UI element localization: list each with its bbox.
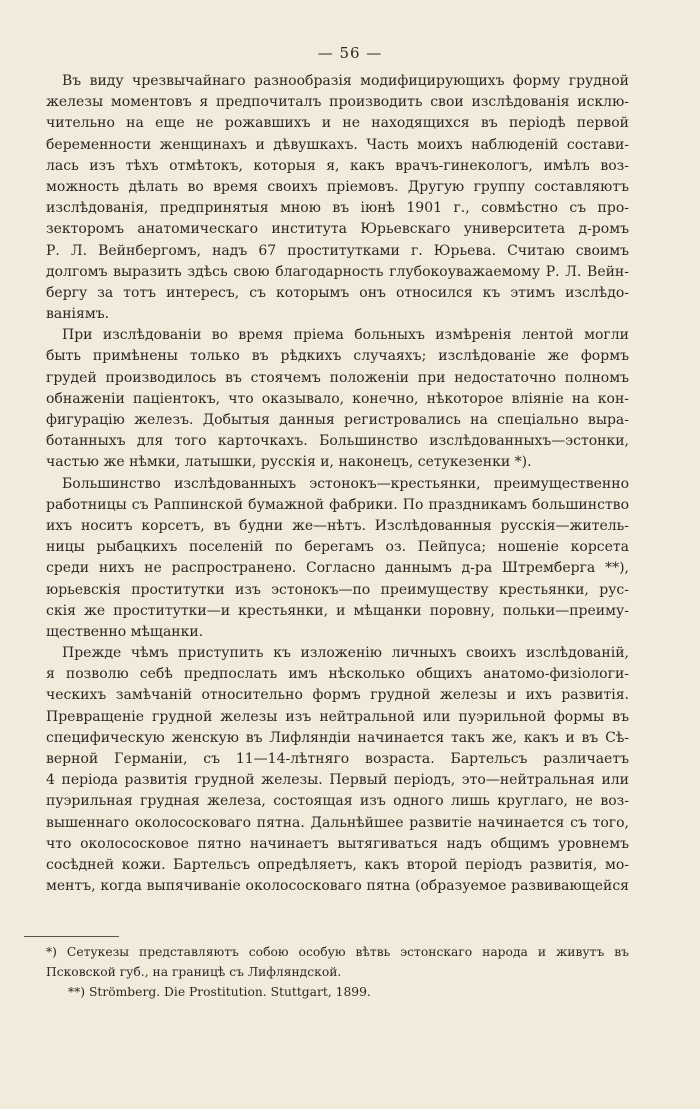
text-line: частью же нѣмки, латышки, русскія и, наконецъ, сетукезенки *).: [46, 454, 532, 471]
body-text: [46, 71, 629, 919]
text-line: быть примѣнены только въ рѣдкихъ случаяхъ; изслѣдованіе же формъ: [46, 348, 629, 365]
text-line: бергу за тотъ интересъ, съ которымъ онъ относился къ этимъ изслѣдо-: [46, 284, 629, 301]
text-line: Прежде чѣмъ приступить къ изложенію личныхъ своихъ изслѣдованій,: [62, 645, 629, 662]
text-line: я позволю себѣ предпослать имъ нѣсколько общихъ анатомо-физіологи-: [46, 666, 629, 683]
text-line: ботанныхъ для того карточкахъ. Большинство изслѣдованныхъ—эстонки,: [46, 433, 629, 450]
text-line: грудей производилось въ стоячемъ положеніи при недостаточно полномъ: [46, 369, 629, 386]
text-line: сосѣдней кожи. Бартельсъ опредѣляетъ, какъ второй періодъ развитія, мо-: [46, 856, 629, 873]
text-line: верной Германіи, съ 11—14-лѣтняго возраста. Бартельсъ различаетъ: [46, 751, 629, 767]
text-line: среди нихъ не распространено. Согласно даннымъ д-ра Штремберга **),: [46, 560, 629, 577]
text-line: Большинство изслѣдованныхъ эстонокъ—крестьянки, преимущественно: [62, 475, 629, 492]
text-line: вышеннаго околососковаго пятна. Дальнѣйшее развитіе начинается съ того,: [46, 814, 629, 831]
text-line: можность дѣлать во время своихъ пріемовъ. Другую группу составляютъ: [46, 178, 629, 195]
text-line: работницы съ Раппинской бумажной фабрики. По праздникамъ большинство: [46, 496, 629, 513]
text-line: ницы рыбацкихъ поселеній по берегамъ оз. Пейпуса; ношеніе корсета: [46, 539, 629, 556]
footnote-line: **) Strömberg. Die Prostitution. Stuttgart, 1899.: [68, 985, 371, 999]
footnote-line: *) Сетукезы представляютъ собою особую вѣтвь эстонскаго народа и живутъ въ: [46, 945, 629, 959]
text-line: щественно мѣщанки.: [46, 623, 204, 640]
text-line: ваніямъ.: [46, 306, 110, 323]
footnote-line: Псковской губ., на границѣ съ Лифляндской.: [46, 965, 342, 979]
text-line: ческихъ замѣчаній относительно формъ грудной железы и ихъ развитія.: [46, 687, 629, 704]
text-line: изслѣдованія, предпринятыя мною въ іюнѣ 1901 г., совмѣстно съ про-: [46, 200, 629, 217]
text-line: лась изъ тѣхъ отмѣтокъ, которыя я, какъ врачъ-гинекологъ, имѣлъ воз-: [46, 157, 629, 174]
text-line: долгомъ выразить здѣсь свою благодарность глубокоуважаемому Р. Л. Вейн-: [46, 263, 629, 280]
text-line: Р. Л. Вейнбергомъ, надъ 67 проститутками г. Юрьева. Считаю своимъ: [46, 242, 629, 259]
text-line: беременности женщинахъ и дѣвушкахъ. Часть моихъ наблюденій состави-: [46, 136, 629, 153]
text-line: [46, 897, 629, 918]
text-line: что околососковое пятно начинаетъ вытягиваться надъ общимъ уровнемъ: [46, 835, 629, 852]
text-line: пуэрильная грудная железа, состоящая изъ одного лишь круглаго, не воз-: [46, 793, 629, 810]
text-line: Въ виду чрезвычайнаго разнообразія модифицирующихъ форму грудной: [62, 73, 629, 89]
text-line: юрьевскія проститутки изъ эстонокъ—по преимуществу крестьянки, рус-: [46, 581, 629, 598]
text-line: специфическую женскую въ Лифляндіи начинается такъ же, какъ и въ Сѣ-: [46, 729, 629, 746]
text-line: фигурацію железъ. Добытыя данныя регистровались на спеціально выра-: [46, 412, 629, 428]
text-line: ментъ, когда выпячиваніе околососковаго пятна (образуемое развивающейся: [46, 878, 629, 895]
text-line: При изслѣдованіи во время пріема больныхъ измѣренія лентой могли: [62, 327, 629, 344]
text-line: железы моментовъ я предпочиталъ производить свои изслѣдованія исклю-: [46, 94, 629, 111]
footnote-divider: [24, 936, 119, 937]
text-line: скія же проститутки—и крестьянки, и мѣщанки поровну, польки—преиму-: [46, 602, 629, 619]
text-line: зекторомъ анатомическаго института Юрьевскаго университета д-ромъ: [46, 221, 629, 238]
footnotes: [46, 942, 629, 1002]
text-line: обнаженіи паціентокъ, что оказывало, конечно, нѣкоторое вліяніе на кон-: [46, 390, 629, 407]
page-number: — 56 —: [317, 44, 383, 62]
text-line: чительно на еще не рожавшихъ и не находящихся въ періодѣ первой: [46, 115, 629, 132]
text-line: ихъ носитъ корсетъ, въ будни же—нѣтъ. Изслѣдованныя русскія—житель-: [46, 517, 629, 534]
text-line: Превращеніе грудной железы изъ нейтральной или пуэрильной формы въ: [46, 708, 629, 725]
text-line: 4 періода развитія грудной железы. Первый періодъ, это—нейтральная или: [46, 772, 629, 789]
